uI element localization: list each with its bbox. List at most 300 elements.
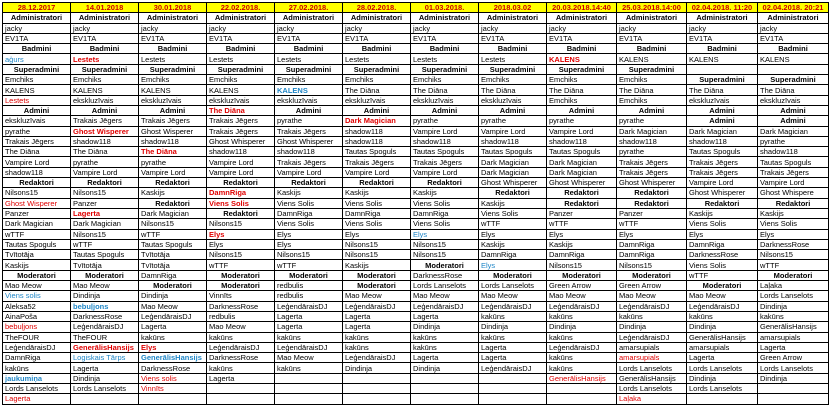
- table-cell: ekskluzīvais: [411, 95, 479, 105]
- table-cell: LeģendāraisDJ: [3, 342, 71, 352]
- table-cell: Viens Solis: [343, 198, 411, 208]
- table-cell: Trakais Jēgers: [617, 167, 687, 177]
- table-cell: Dark Magician: [3, 219, 71, 229]
- table-cell: Viens Solis: [479, 208, 547, 218]
- table-cell: Elys: [479, 260, 547, 270]
- table-cell: jaukumiņa: [3, 373, 71, 383]
- table-row: [3, 332, 829, 342]
- table-cell: Viens Solis: [687, 260, 758, 270]
- table-cell: kakūns: [207, 332, 275, 342]
- table-cell: kakūns: [479, 332, 547, 342]
- table-cell: Lords Lanselots: [758, 363, 829, 373]
- table-cell: Lagerta: [139, 322, 207, 332]
- table-cell: kakūns: [547, 332, 617, 342]
- table-cell: Green Arrow: [758, 353, 829, 363]
- table-cell: Badmini: [343, 44, 411, 54]
- table-cell: [758, 383, 829, 393]
- table-row: [3, 167, 829, 177]
- table-row: [3, 373, 829, 383]
- table-cell: Viens solis: [139, 373, 207, 383]
- table-cell: Mao Meow: [71, 281, 139, 291]
- table-cell: wTTF: [275, 260, 343, 270]
- table-cell: Lestets: [207, 54, 275, 64]
- table-cell: shadow118: [479, 136, 547, 146]
- table-cell: Panzer: [3, 208, 71, 218]
- table-cell: Lords Lanselots: [687, 363, 758, 373]
- table-cell: Dark Magician: [547, 157, 617, 167]
- table-cell: Superadmini: [758, 75, 829, 85]
- table-cell: Redaktori: [758, 198, 829, 208]
- table-cell: Nilsons15: [71, 229, 139, 239]
- table-cell: Emchiks: [479, 75, 547, 85]
- table-cell: Dindinja: [687, 373, 758, 383]
- table-cell: Administratori: [758, 13, 829, 23]
- table-cell: redbulis: [207, 311, 275, 321]
- table-cell: The Diāna: [758, 85, 829, 95]
- table-cell: Superadmini: [547, 64, 617, 74]
- table-cell: Lagerta: [687, 353, 758, 363]
- table-cell: ekskluzīvais: [479, 95, 547, 105]
- table-cell: Elys: [687, 229, 758, 239]
- table-cell: Vampire Lord: [758, 178, 829, 188]
- table-cell: DamnRiga: [411, 208, 479, 218]
- table-cell: The Diāna: [139, 147, 207, 157]
- table-cell: kakūns: [3, 363, 71, 373]
- table-cell: Administratori: [617, 13, 687, 23]
- table-cell: Trakais Jēgers: [411, 157, 479, 167]
- table-cell: jacky: [547, 23, 617, 33]
- table-cell: DarknessRose: [207, 301, 275, 311]
- table-cell: Tautas Spoguls: [71, 250, 139, 260]
- table-cell: redbulis: [275, 281, 343, 291]
- table-cell: Moderatori: [71, 270, 139, 280]
- table-cell: kakūns: [758, 311, 829, 321]
- table-row: [3, 105, 829, 115]
- sheet-tabs-strip: [2, 396, 828, 406]
- table-cell: Mao Meow: [479, 291, 547, 301]
- table-cell: Vinnīts: [139, 383, 207, 393]
- table-cell: Dark Magician: [617, 126, 687, 136]
- table-cell: EV1TA: [687, 33, 758, 43]
- table-cell: EV1TA: [71, 33, 139, 43]
- table-cell: Emchiks: [343, 75, 411, 85]
- table-cell: Kaskijs: [479, 198, 547, 208]
- table-cell: bebuļjons: [71, 301, 139, 311]
- table-cell: Mao Meow: [3, 281, 71, 291]
- table-row: [3, 75, 829, 85]
- table-cell: amarsupials: [687, 342, 758, 352]
- table-cell: Laļaka: [617, 394, 687, 404]
- table-cell: Lagerta: [207, 373, 275, 383]
- table-cell: Redaktori: [547, 198, 617, 208]
- table-cell: Panzer: [617, 208, 687, 218]
- table-cell: ekskluzīvais: [343, 95, 411, 105]
- table-cell: Ghost Wisperer: [3, 198, 71, 208]
- table-cell: Superadmini: [479, 64, 547, 74]
- table-row: [3, 13, 829, 23]
- table-cell: pyrathe: [411, 116, 479, 126]
- table-cell: Dark Magician: [71, 219, 139, 229]
- table-cell: pyrathe: [547, 116, 617, 126]
- table-cell: Dindinja: [411, 363, 479, 373]
- table-cell: Redaktori: [275, 178, 343, 188]
- table-cell: shadow118: [758, 147, 829, 157]
- table-cell: Redaktori: [617, 198, 687, 208]
- table-cell: EV1TA: [275, 33, 343, 43]
- table-cell: Lagerta: [275, 322, 343, 332]
- table-cell: Dark Magician: [547, 167, 617, 177]
- table-cell: The Diāna: [3, 147, 71, 157]
- table-cell: Lestets: [71, 54, 139, 64]
- table-cell: [207, 383, 275, 393]
- table-cell: DamnRiga: [617, 250, 687, 260]
- table-cell: Viens Solis: [275, 198, 343, 208]
- table-cell: Lestets: [343, 54, 411, 64]
- table-cell: Elys: [479, 229, 547, 239]
- table-cell: Ghost Whisperer: [479, 178, 547, 188]
- table-cell: Nilsons15: [343, 239, 411, 249]
- table-cell: Dark Magician: [758, 126, 829, 136]
- date-header-cell: 20.03.2018.14:40: [547, 3, 617, 13]
- table-cell: The Diāna: [617, 85, 687, 95]
- table-cell: LeģendāraisDJ: [343, 301, 411, 311]
- table-cell: DarknessRose: [758, 239, 829, 249]
- table-cell: amarsupials: [617, 342, 687, 352]
- table-cell: Redaktori: [687, 198, 758, 208]
- table-cell: DamnRiga: [139, 270, 207, 280]
- table-cell: Administratori: [687, 13, 758, 23]
- table-cell: Vampire Lord: [139, 167, 207, 177]
- table-cell: Trakais Jēgers: [207, 116, 275, 126]
- table-cell: KALENS: [547, 54, 617, 64]
- table-cell: Badmini: [275, 44, 343, 54]
- table-cell: Moderatori: [547, 270, 617, 280]
- table-cell: ekskluzīvais: [687, 95, 758, 105]
- table-row: [3, 44, 829, 54]
- table-cell: DarknessRose: [411, 270, 479, 280]
- table-cell: Lagerta: [479, 353, 547, 363]
- table-cell: Tautas Spoguls: [411, 147, 479, 157]
- table-cell: Elys: [758, 229, 829, 239]
- table-cell: ekskluzīvais: [71, 95, 139, 105]
- table-cell: Kaskijs: [411, 188, 479, 198]
- table-cell: Green Arrow: [617, 281, 687, 291]
- table-cell: amarsupials: [617, 353, 687, 363]
- table-cell: ekskluzīvais: [207, 95, 275, 105]
- table-cell: Lagerta: [411, 311, 479, 321]
- table-cell: Mao Meow: [275, 353, 343, 363]
- table-cell: Dark Magician: [343, 116, 411, 126]
- table-cell: Emchiks: [275, 75, 343, 85]
- table-cell: Dark Magician: [139, 208, 207, 218]
- table-row: [3, 229, 829, 239]
- table-row: [3, 33, 829, 43]
- table-cell: Redaktori: [343, 178, 411, 188]
- table-cell: DamnRiga: [479, 250, 547, 260]
- table-cell: Lestets: [139, 54, 207, 64]
- table-cell: The Diāna: [411, 85, 479, 95]
- table-cell: Administratori: [3, 13, 71, 23]
- table-cell: Emchiks: [547, 95, 617, 105]
- table-cell: DamnRiga: [275, 208, 343, 218]
- table-cell: shadow118: [343, 136, 411, 146]
- table-cell: Nilsons15: [275, 250, 343, 260]
- table-cell: TheFOUR: [3, 332, 71, 342]
- table-cell: LeģendāraisDJ: [479, 363, 547, 373]
- table-cell: jacky: [758, 23, 829, 33]
- table-row: [3, 239, 829, 249]
- table-cell: DamnRiga: [547, 250, 617, 260]
- table-cell: Mao Meow: [547, 291, 617, 301]
- table-cell: Moderatori: [275, 270, 343, 280]
- table-cell: shadow118: [275, 147, 343, 157]
- table-cell: kakūns: [547, 311, 617, 321]
- table-cell: Laļaka: [758, 281, 829, 291]
- table-row: [3, 64, 829, 74]
- table-cell: shadow118: [3, 167, 71, 177]
- table-cell: kakūns: [687, 311, 758, 321]
- table-cell: Viens Solis: [343, 219, 411, 229]
- table-cell: redbulis: [275, 291, 343, 301]
- table-cell: LeģendāraisDJ: [343, 353, 411, 363]
- table-cell: Admini: [71, 105, 139, 115]
- table-cell: wTTF: [479, 219, 547, 229]
- table-cell: pyrathe: [617, 147, 687, 157]
- table-cell: Ghost Whisperer: [547, 178, 617, 188]
- table-row: [3, 136, 829, 146]
- table-cell: DarknessRose: [71, 311, 139, 321]
- table-cell: EV1TA: [139, 33, 207, 43]
- table-cell: Admini: [547, 105, 617, 115]
- table-row: [3, 95, 829, 105]
- table-cell: Trakais Jēgers: [71, 116, 139, 126]
- table-cell: ekskluzīvais: [3, 116, 71, 126]
- table-cell: Dindinja: [547, 322, 617, 332]
- table-cell: EV1TA: [479, 33, 547, 43]
- table-row: [3, 208, 829, 218]
- table-cell: EV1TA: [411, 33, 479, 43]
- table-cell: GenerālisHansijs: [758, 322, 829, 332]
- table-cell: Administratori: [139, 13, 207, 23]
- table-cell: wTTF: [758, 260, 829, 270]
- table-cell: Mao Meow: [343, 291, 411, 301]
- table-cell: Badmini: [479, 44, 547, 54]
- table-cell: Lords Lanselots: [479, 281, 547, 291]
- table-cell: ekskluzīvais: [275, 95, 343, 105]
- table-cell: Lagerta: [71, 363, 139, 373]
- table-cell: jacky: [139, 23, 207, 33]
- table-cell: Panzer: [71, 198, 139, 208]
- table-cell: Superadmini: [3, 64, 71, 74]
- table-cell: Administratori: [479, 13, 547, 23]
- table-cell: The Diāna: [687, 85, 758, 95]
- date-header-cell: 14.01.2018: [71, 3, 139, 13]
- date-header-cell: 02.04.2018. 11:20: [687, 3, 758, 13]
- table-cell: Aleksa52: [3, 301, 71, 311]
- table-cell: DarknessRose: [687, 250, 758, 260]
- table-cell: DamnRiga: [207, 188, 275, 198]
- table-cell: Dindinja: [479, 322, 547, 332]
- table-cell: TheFOUR: [71, 332, 139, 342]
- table-cell: Tautas Spoguls: [687, 147, 758, 157]
- table-row: [3, 291, 829, 301]
- table-cell: Moderatori: [343, 270, 411, 280]
- table-row: [3, 250, 829, 260]
- table-cell: Panzer: [547, 208, 617, 218]
- table-cell: EV1TA: [547, 33, 617, 43]
- table-cell: kakūns: [479, 311, 547, 321]
- table-cell: Ghost Whispere: [758, 188, 829, 198]
- table-row: [3, 147, 829, 157]
- table-cell: Redaktori: [139, 178, 207, 188]
- table-cell: kakūns: [275, 332, 343, 342]
- table-cell: Vampire Lord: [411, 167, 479, 177]
- table-cell: [687, 64, 758, 74]
- table-cell: KALENS: [687, 54, 758, 64]
- table-cell: pyrathe: [479, 116, 547, 126]
- table-cell: Trakais Jēgers: [275, 126, 343, 136]
- table-cell: kakūns: [275, 363, 343, 373]
- table-cell: DamnRiga: [343, 208, 411, 218]
- table-cell: Trakais Jēgers: [3, 136, 71, 146]
- table-cell: Superadmini: [139, 64, 207, 74]
- table-cell: [479, 383, 547, 393]
- table-cell: Kaskijs: [758, 208, 829, 218]
- table-cell: DarknessRose: [207, 353, 275, 363]
- table-cell: Dindinja: [617, 322, 687, 332]
- table-cell: Vampire Lord: [207, 157, 275, 167]
- table-cell: LeģendāraisDJ: [547, 342, 617, 352]
- table-row: [3, 188, 829, 198]
- table-cell: Tautas Spoguls: [479, 147, 547, 157]
- table-cell: Emchiks: [617, 95, 687, 105]
- table-cell: Moderatori: [343, 281, 411, 291]
- table-cell: Admini: [758, 116, 829, 126]
- table-cell: Kaskijs: [687, 208, 758, 218]
- table-cell: Ghost Whisperer: [207, 136, 275, 146]
- table-cell: Lords Lanselots: [71, 383, 139, 393]
- table-cell: shadow118: [617, 136, 687, 146]
- table-cell: Tautas Spoguls: [343, 147, 411, 157]
- table-cell: DamnRiga: [617, 239, 687, 249]
- table-cell: Tvītotāja: [139, 250, 207, 260]
- table-cell: Superadmini: [411, 64, 479, 74]
- table-cell: pyrathe: [617, 116, 687, 126]
- table-cell: Moderatori: [758, 270, 829, 280]
- table-cell: Trakais Jēgers: [687, 157, 758, 167]
- table-cell: Ghost Whisperer: [275, 136, 343, 146]
- table-cell: kakūns: [547, 363, 617, 373]
- table-cell: Moderatori: [617, 270, 687, 280]
- table-cell: Nilsons15: [411, 250, 479, 260]
- table-cell: bebuļjons: [3, 322, 71, 332]
- table-row: [3, 322, 829, 332]
- table-cell: kakūns: [343, 332, 411, 342]
- table-cell: LeģendāraisDJ: [479, 301, 547, 311]
- table-cell: Dindinja: [71, 373, 139, 383]
- table-cell: jacky: [687, 23, 758, 33]
- table-cell: shadow118: [343, 126, 411, 136]
- table-cell: LeģendāraisDJ: [617, 332, 687, 342]
- table-cell: LeģendāraisDJ: [687, 301, 758, 311]
- table-cell: kakūns: [207, 363, 275, 373]
- table-cell: Viens Solis: [275, 219, 343, 229]
- table-cell: LeģendāraisDJ: [275, 342, 343, 352]
- table-cell: Nilsons15: [207, 250, 275, 260]
- table-cell: Trakais Jēgers: [617, 157, 687, 167]
- table-cell: Elys: [139, 342, 207, 352]
- table-cell: Dindinja: [411, 322, 479, 332]
- table-cell: [479, 373, 547, 383]
- table-cell: LeģendāraisDJ: [139, 311, 207, 321]
- table-cell: Dindinja: [343, 363, 411, 373]
- date-header-cell: 2018.03.02: [479, 3, 547, 13]
- table-cell: Ghost Wisperer: [139, 126, 207, 136]
- table-cell: KALENS: [617, 54, 687, 64]
- table-cell: wTTF: [547, 219, 617, 229]
- table-cell: Emchiks: [139, 75, 207, 85]
- table-cell: KALENS: [275, 85, 343, 95]
- date-header-cell: 02.04.2018. 20:21: [758, 3, 829, 13]
- table-cell: Lords Lanselots: [411, 281, 479, 291]
- table-cell: The Diāna: [547, 85, 617, 95]
- table-cell: KALENS: [758, 54, 829, 64]
- table-cell: Kaskijs: [547, 239, 617, 249]
- table-cell: Logiskais Tārps: [71, 353, 139, 363]
- table-cell: Nilsons15: [3, 188, 71, 198]
- table-cell: Redaktori: [207, 178, 275, 188]
- date-header-cell: 28.12.2017: [3, 3, 71, 13]
- table-cell: Redaktori: [617, 188, 687, 198]
- table-cell: Tautas Spoguls: [139, 239, 207, 249]
- table-cell: Lagerta: [3, 394, 71, 404]
- table-cell: Green Arrow: [547, 281, 617, 291]
- table-cell: DarknessRose: [139, 363, 207, 373]
- table-cell: Emchiks: [617, 75, 687, 85]
- table-cell: GenerālisHansijs: [71, 342, 139, 352]
- table-cell: Lords Lanselots: [3, 383, 71, 393]
- table-cell: LeģendāraisDJ: [71, 322, 139, 332]
- table-row: [3, 126, 829, 136]
- table-cell: Elys: [617, 229, 687, 239]
- table-cell: GenerālisHansijs: [139, 353, 207, 363]
- table-cell: Vampire Lord: [207, 167, 275, 177]
- table-cell: jacky: [275, 23, 343, 33]
- table-cell: Elys: [275, 239, 343, 249]
- table-cell: Superadmini: [687, 75, 758, 85]
- table-cell: wTTF: [687, 270, 758, 280]
- table-cell: Vampire Lord: [411, 126, 479, 136]
- table-cell: Viens Solis: [411, 219, 479, 229]
- table-cell: DamnRiga: [3, 353, 71, 363]
- table-cell: jacky: [343, 23, 411, 33]
- table-cell: Moderatori: [207, 281, 275, 291]
- table-cell: Nilsons15: [207, 219, 275, 229]
- table-cell: Mao Meow: [411, 291, 479, 301]
- table-cell: Lestets: [411, 54, 479, 64]
- table-row: [3, 198, 829, 208]
- table-cell: Admini: [479, 105, 547, 115]
- table-cell: Admini: [617, 105, 687, 115]
- table-cell: LeģendāraisDJ: [617, 301, 687, 311]
- table-cell: Dindinja: [687, 322, 758, 332]
- table-cell: ekskluzīvais: [758, 95, 829, 105]
- table-cell: Tvītotāja: [71, 260, 139, 270]
- table-cell: kakūns: [411, 342, 479, 352]
- table-row: [3, 301, 829, 311]
- table-cell: Kaskijs: [3, 260, 71, 270]
- table-cell: The Diāna: [207, 105, 275, 115]
